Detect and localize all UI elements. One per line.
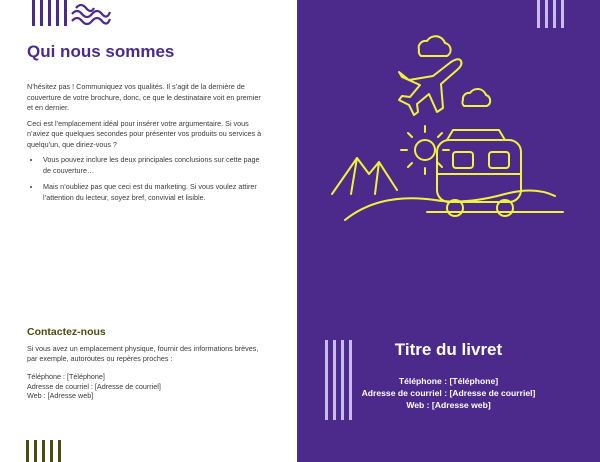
hill bbox=[345, 190, 555, 220]
back-cover-panel bbox=[0, 0, 297, 462]
contact-web: Web : [Adresse web] bbox=[27, 391, 94, 401]
camper-van-icon bbox=[427, 130, 563, 216]
booklet-phone: Téléphone : [Téléphone] bbox=[398, 376, 499, 386]
bullet-list bbox=[27, 155, 267, 203]
airplane-icon bbox=[399, 59, 462, 115]
wave-stripes-icon bbox=[24, 0, 114, 28]
page-title: Qui nous sommes bbox=[27, 42, 175, 61]
contact-email: Adresse de courriel : [Adresse de courriel] bbox=[27, 381, 161, 391]
cloud-icon bbox=[419, 36, 451, 56]
mountain-icon bbox=[332, 158, 397, 194]
stripes-icon bbox=[24, 440, 74, 462]
booklet-contact bbox=[297, 375, 600, 411]
about-text bbox=[27, 82, 267, 209]
cloud-icon bbox=[462, 89, 490, 106]
contact-heading: Contactez-nous bbox=[27, 326, 106, 338]
paragraph: Ceci est l’emplacement idéal pour insérer votre argumentaire. Si vous n’aviez que quelques secondes pour présenter vos produits ou services à quelqu’un, que diriez-vous ? bbox=[27, 118, 262, 149]
travel-illustration bbox=[327, 24, 567, 234]
contact-phone: Téléphone : [Téléphone] bbox=[27, 372, 105, 382]
booklet-web: Web : [Adresse web] bbox=[406, 400, 491, 410]
sun-icon bbox=[401, 126, 449, 174]
booklet-title: Titre du livret bbox=[394, 340, 503, 359]
front-cover-panel bbox=[297, 0, 600, 462]
paragraph: N’hésitez pas ! Communiquez vos qualités. Il s’agit de la dernière de couverture de votre brochure, donc, ce que le destinataire voit en premier et en dernier. bbox=[27, 82, 261, 112]
contact-intro: Si vous avez un emplacement physique, fournir des informations brèves, par exemple, autoroutes ou repères proches : bbox=[27, 344, 259, 363]
list-item: • Vous pouvez inclure les deux principales conclusions sur cette page de couverture… bbox=[41, 155, 267, 176]
booklet-email: Adresse de courriel : [Adresse de courriel] bbox=[361, 388, 536, 398]
list-item: • Mais n’oubliez pas que ceci est du marketing. Si vous voulez attirer l’attention du lecteur, soyez bref, convivial et lisible. bbox=[41, 182, 267, 203]
contact-info bbox=[27, 344, 267, 401]
